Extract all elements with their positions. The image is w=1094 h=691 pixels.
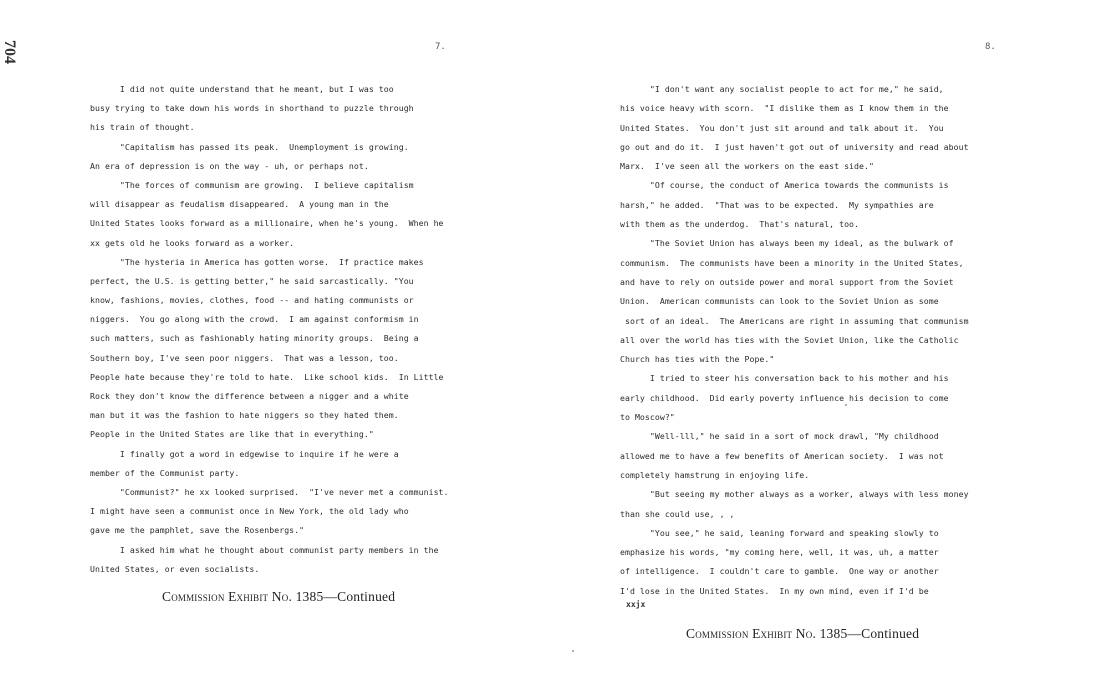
text-line: of intelligence. I couldn't care to gamble. One way or another bbox=[620, 566, 939, 577]
left-exhibit-caption bbox=[162, 589, 395, 605]
text-line: harsh," he added. "That was to be expected. My sympathies are bbox=[620, 199, 934, 210]
text-line: "You see," he said, leaning forward and speaking slowly to bbox=[620, 527, 939, 538]
text-line: to Moscow?" bbox=[620, 412, 675, 423]
right-page-number: 8. bbox=[985, 42, 996, 52]
text-line: "I don't want any socialist people to act for me," he said, bbox=[620, 84, 944, 94]
text-line: all over the world has ties with the Soviet Union, like the Catholic bbox=[620, 334, 959, 345]
text-line: Union. American communists can look to the Soviet Union as some bbox=[620, 296, 939, 307]
text-line: Church has ties with the Pope." bbox=[620, 354, 775, 365]
text-line: I finally got a word in edgewise to inquire if he were a bbox=[90, 448, 399, 459]
text-line: I did not quite understand that he meant, but I was too bbox=[90, 84, 394, 94]
text-line: "The forces of communism are growing. I believe capitalism bbox=[90, 179, 414, 190]
text-line: "The Soviet Union has always been my ideal, as the bulwark of bbox=[620, 238, 954, 249]
left-caption-suffix: 1385—Continued bbox=[295, 589, 396, 604]
volume-page-number: 704 bbox=[1, 40, 18, 64]
text-line: I might have seen a communist once in New York, the old lady who bbox=[90, 506, 409, 517]
text-line: than she could use, , , bbox=[620, 508, 735, 519]
text-line: go out and do it. I just haven't got out of university and read about bbox=[620, 141, 969, 152]
text-line: People in the United States are like that in everything." bbox=[90, 429, 374, 440]
text-line: with them as the underdog. That's natural, too. bbox=[620, 219, 860, 230]
text-line: perfect, the U.S. is getting better," he said sarcastically. "You bbox=[90, 275, 414, 286]
text-line: emphasize his words, "my coming here, well, it was, uh, a matter bbox=[620, 547, 939, 558]
text-line: early childhood. Did early poverty influence his decision to come bbox=[620, 392, 949, 403]
text-line: and have to rely on outside power and moral support from the Soviet bbox=[620, 276, 954, 287]
text-line: "Capitalism has passed its peak. Unemployment is growing. bbox=[90, 141, 409, 152]
text-line: gave me the pamphlet, save the Rosenbergs." bbox=[90, 525, 305, 536]
text-line: United States looks forward as a millionaire, when he's young. When he bbox=[90, 218, 444, 229]
scan-speck bbox=[845, 404, 847, 406]
right-caption-prefix: Commission Exhibit No. bbox=[686, 626, 817, 641]
left-page-body bbox=[90, 80, 449, 579]
text-line: I'd lose in the United States. In my own mind, even if I'd be bbox=[620, 585, 929, 596]
text-line: man but it was the fashion to hate niggers so they hated them. bbox=[90, 410, 399, 421]
text-line: Southern boy, I've seen poor niggers. That was a lesson, too. bbox=[90, 352, 399, 363]
text-line: allowed me to have a few benefits of American society. I was not bbox=[620, 450, 944, 461]
text-line: "The hysteria in America has gotten worse. If practice makes bbox=[90, 256, 424, 267]
text-line: busy trying to take down his words in shorthand to puzzle through bbox=[90, 103, 414, 114]
right-page-body bbox=[620, 80, 969, 601]
text-line: I tried to steer his conversation back to his mother and his bbox=[620, 373, 949, 384]
text-line: United States, or even socialists. bbox=[90, 563, 260, 574]
left-page-number: 7. bbox=[435, 42, 446, 52]
text-line: "Communist?" he xx looked surprised. "I've never met a communist. bbox=[90, 486, 449, 497]
text-line: I asked him what he thought about communist party members in the bbox=[90, 544, 439, 555]
text-line: People hate because they're told to hate. Like school kids. In Little bbox=[90, 371, 444, 382]
text-line: member of the Communist party. bbox=[90, 467, 240, 478]
text-line: his voice heavy with scorn. "I dislike them as I know them in the bbox=[620, 103, 949, 114]
text-line: An era of depression is on the way - uh, or perhaps not. bbox=[90, 160, 369, 171]
text-line: xx gets old he looks forward as a worker. bbox=[90, 237, 295, 248]
left-caption-prefix: Commission Exhibit No. bbox=[162, 589, 293, 604]
text-line: Rock they don't know the difference between a nigger and a white bbox=[90, 391, 409, 401]
right-caption-suffix: 1385—Continued bbox=[819, 626, 920, 641]
text-line: communism. The communists have been a minority in the United States, bbox=[620, 257, 964, 268]
text-line: sort of an ideal. The Americans are right in assuming that communism bbox=[620, 315, 969, 326]
scan-speck bbox=[572, 650, 574, 652]
text-line: "But seeing my mother always as a worker, always with less money bbox=[620, 489, 969, 500]
text-line: his train of thought. bbox=[90, 122, 195, 133]
text-line: "Of course, the conduct of America towards the communists is bbox=[620, 180, 949, 191]
text-line: niggers. You go along with the crowd. I am against conformism in bbox=[90, 314, 419, 325]
right-exhibit-caption bbox=[686, 626, 919, 642]
text-line: Marx. I've seen all the workers on the east side." bbox=[620, 161, 874, 172]
text-line: such matters, such as fashionably hating minority groups. Being a bbox=[90, 333, 419, 344]
typed-marker: xxjx bbox=[626, 600, 646, 609]
text-line: "Well-lll," he said in a sort of mock drawl, "My childhood bbox=[620, 431, 939, 442]
text-line: know, fashions, movies, clothes, food -- and hating communists or bbox=[90, 295, 414, 306]
text-line: United States. You don't just sit around and talk about it. You bbox=[620, 122, 944, 133]
text-line: will disappear as feudalism disappeared. A young man in the bbox=[90, 199, 389, 210]
text-line: completely hamstrung in enjoying life. bbox=[620, 469, 810, 480]
